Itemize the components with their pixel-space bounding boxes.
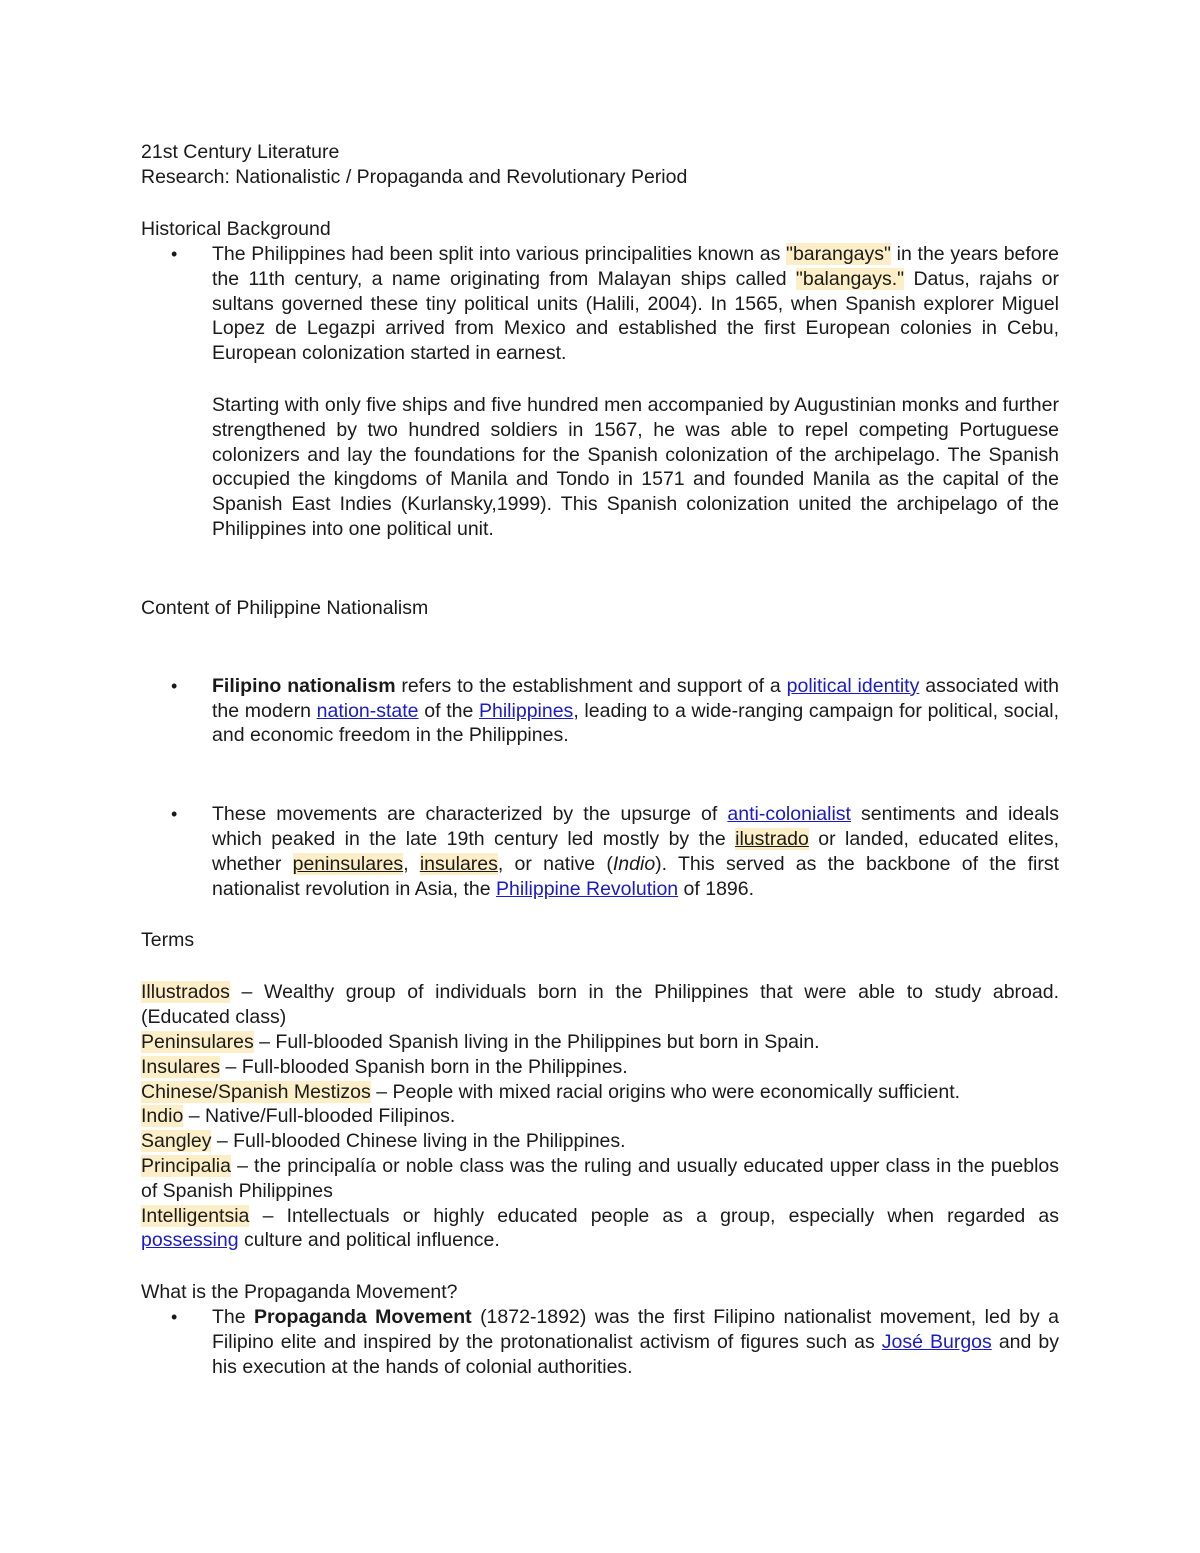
link-philippine-revolution[interactable]: Philippine Revolution — [496, 877, 679, 900]
term-item: Insulares – Full-blooded Spanish born in the Philippines. — [141, 1055, 628, 1078]
bullet-icon: • — [171, 675, 178, 696]
term-label: Peninsulares — [141, 1030, 254, 1053]
term-item: Principalia – the principalía or noble class was the ruling and usually educated upper class in the pueblos of Spanish Philippines — [141, 1154, 1059, 1202]
term-label: Insulares — [141, 1055, 221, 1078]
highlight-balangays: "balangays." — [795, 267, 905, 290]
link-nation-state[interactable]: nation-state — [316, 699, 419, 722]
propaganda-paragraph: The Propaganda Movement (1872-1892) was the first Filipino nationalist movement, led by a Filipino elite and inspired by the protonationalist activism of figures such as José Burgos and by his execution at the hands of colonial authorities. — [212, 1306, 1059, 1378]
term-label: Sangley — [141, 1130, 212, 1153]
bullet-icon: • — [171, 804, 178, 825]
link-insulares[interactable]: insulares — [419, 852, 498, 875]
terms-heading: Terms — [141, 929, 195, 952]
propaganda-bullet — [141, 1305, 1059, 1379]
doc-subtitle: Research: Nationalistic / Propaganda and Revolutionary Period — [141, 166, 688, 188]
link-possessing[interactable]: possessing — [141, 1229, 239, 1252]
term-item: Intelligentsia – Intellectuals or highly educated people as a group, especially when regarded as possessing culture and political influence. — [141, 1204, 1059, 1252]
link-anti-colonialist[interactable]: anti-colonialist — [727, 803, 851, 826]
content-bullet-1 — [141, 674, 1059, 748]
bullet-icon: • — [171, 1307, 178, 1328]
terms-list — [141, 980, 1059, 1253]
term-label: Principalia — [141, 1154, 231, 1177]
link-peninsulares[interactable]: peninsulares — [292, 852, 404, 875]
term-label: Illustrados — [141, 981, 230, 1004]
highlight-barangays: "barangays" — [786, 243, 891, 265]
term-label: Intelligentsia — [141, 1204, 250, 1227]
link-philippines[interactable]: Philippines — [479, 699, 574, 722]
term-label: Indio — [141, 1105, 184, 1128]
link-jose-burgos[interactable]: José Burgos — [881, 1330, 992, 1353]
content-bullet-2 — [141, 802, 1059, 901]
term-item: Chinese/Spanish Mestizos – People with mixed racial origins who were economically sufficient. — [141, 1080, 961, 1103]
term-label: Chinese/Spanish Mestizos — [141, 1080, 371, 1103]
term-item: Indio – Native/Full-blooded Filipinos. — [141, 1105, 456, 1128]
link-ilustrado[interactable]: ilustrado — [735, 827, 809, 850]
historical-bullet — [141, 242, 1059, 542]
historical-heading: Historical Background — [141, 218, 331, 240]
bullet-icon: • — [171, 244, 178, 264]
doc-title: 21st Century Literature — [141, 141, 340, 163]
content-heading: Content of Philippine Nationalism — [141, 596, 429, 619]
term-item: Peninsulares – Full-blooded Spanish living in the Philippines but born in Spain. — [141, 1030, 820, 1053]
historical-paragraph-2: Starting with only five ships and five hundred men accompanied by Augustinian monks and further strengthened by two hundred soldiers in 1567, he was able to repel competing Portuguese colonizers and lay the foundations for the Spanish colonization of the archipelago. The Spanish occupied the kingdoms of Manila and Tondo in 1571 and founded Manila as the capital of the Spanish East Indies (Kurlansky,1999). This Spanish colonization united the archipelago of the Philippines into one political unit. — [212, 393, 1059, 540]
document-page — [141, 140, 1059, 1380]
term-item: Illustrados – Wealthy group of individuals born in the Philippines that were able to study abroad. (Educated class) — [141, 981, 1059, 1029]
content-paragraph-2: These movements are characterized by the upsurge of anti-colonialist sentiments and ideals which peaked in the late 19th century led mostly by the ilustrado or landed, educated elites, whether peninsulares, insulares, or native (Indio). This served as the backbone of the first nationalist revolution in Asia, the Philippine Revolution of 1896. — [212, 803, 1060, 900]
historical-paragraph-1: The Philippines had been split into various principalities known as "barangays" in the years before the 11th century, a name originating from Malayan ships called "balangays." Datus, rajahs or sultans governed these tiny political units (Halili, 2004). In 1565, when Spanish explorer Miguel Lopez de Legazpi arrived from Mexico and established the first European colonies in Cebu, European colonization started in earnest. — [212, 243, 1059, 365]
content-paragraph-1: Filipino nationalism refers to the establishment and support of a political identity associated with the modern nation-state of the Philippines, leading to a wide-ranging campaign for political, social, and economic freedom in the Philippines. — [212, 674, 1059, 747]
term-item: Sangley – Full-blooded Chinese living in the Philippines. — [141, 1130, 626, 1153]
propaganda-heading: What is the Propaganda Movement? — [141, 1281, 458, 1304]
link-political-identity[interactable]: political identity — [786, 674, 920, 697]
